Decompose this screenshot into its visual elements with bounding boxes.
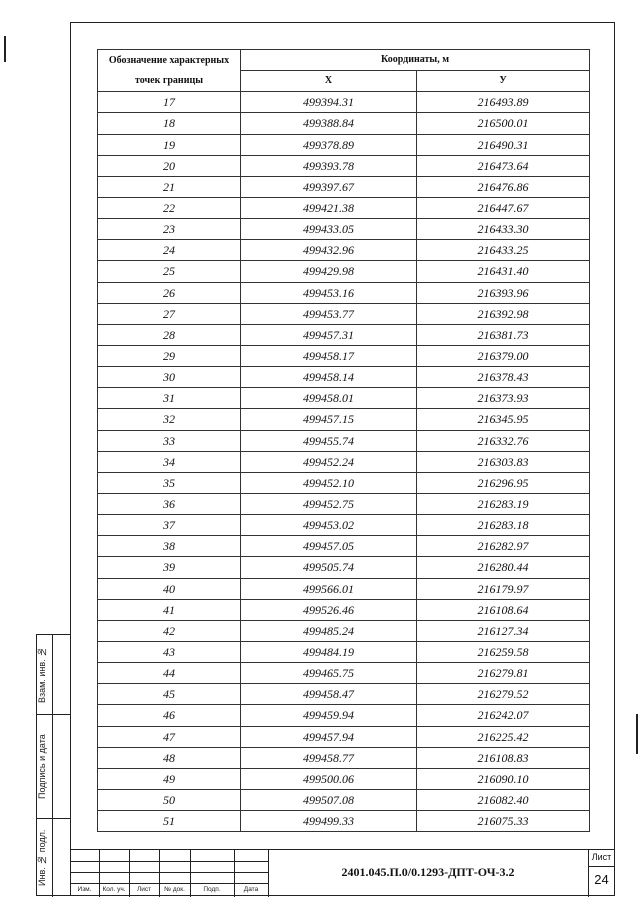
x-coordinate-cell: 499421.38	[241, 197, 417, 218]
point-number-cell: 35	[98, 472, 241, 493]
table-row	[98, 768, 590, 789]
y-coordinate-cell: 216259.58	[417, 641, 590, 662]
stamp-label-list: Лист	[136, 886, 152, 893]
table-row	[98, 599, 590, 620]
point-number-cell: 43	[98, 641, 241, 662]
side-cell-podpis	[37, 715, 53, 819]
table-row	[98, 155, 590, 176]
point-number-cell: 25	[98, 261, 241, 282]
point-number-cell: 51	[98, 811, 241, 832]
x-coordinate-cell: 499457.15	[241, 409, 417, 430]
y-coordinate-cell: 216242.07	[417, 705, 590, 726]
x-coordinate-cell: 499458.77	[241, 747, 417, 768]
header-point-designation: Обозначение характерных точек границы	[98, 50, 241, 92]
x-coordinate-cell: 499453.02	[241, 515, 417, 536]
table-row	[98, 789, 590, 810]
y-coordinate-cell: 216447.67	[417, 197, 590, 218]
point-number-cell: 34	[98, 451, 241, 472]
point-number-cell: 42	[98, 620, 241, 641]
stamp-label-podp: Подп.	[203, 886, 221, 893]
side-cell-inv	[37, 819, 53, 897]
y-coordinate-cell: 216476.86	[417, 176, 590, 197]
y-coordinate-cell: 216296.95	[417, 472, 590, 493]
table-row	[98, 261, 590, 282]
y-coordinate-cell: 216279.81	[417, 663, 590, 684]
y-coordinate-cell: 216433.25	[417, 240, 590, 261]
table-row	[98, 811, 590, 832]
point-number-cell: 37	[98, 515, 241, 536]
coordinates-table	[97, 49, 590, 832]
y-coordinate-cell: 216393.96	[417, 282, 590, 303]
y-coordinate-cell: 216283.19	[417, 493, 590, 514]
stamp-label-izm: Изм.	[77, 886, 92, 893]
y-coordinate-cell: 216225.42	[417, 726, 590, 747]
table-row	[98, 684, 590, 705]
stamp-label-doc-no: № док.	[164, 886, 185, 893]
header-x: X	[241, 71, 417, 92]
x-coordinate-cell: 499453.16	[241, 282, 417, 303]
table-row	[98, 176, 590, 197]
x-coordinate-cell: 499458.14	[241, 367, 417, 388]
point-number-cell: 49	[98, 768, 241, 789]
table-row	[98, 409, 590, 430]
table-row	[98, 134, 590, 155]
point-number-cell: 38	[98, 536, 241, 557]
y-coordinate-cell: 216279.52	[417, 684, 590, 705]
point-number-cell: 40	[98, 578, 241, 599]
point-number-cell: 31	[98, 388, 241, 409]
x-coordinate-cell: 499455.74	[241, 430, 417, 451]
x-coordinate-cell: 499485.24	[241, 620, 417, 641]
x-coordinate-cell: 499526.46	[241, 599, 417, 620]
table-row	[98, 197, 590, 218]
point-number-cell: 26	[98, 282, 241, 303]
x-coordinate-cell: 499397.67	[241, 176, 417, 197]
table-row	[98, 472, 590, 493]
point-number-cell: 29	[98, 345, 241, 366]
y-coordinate-cell: 216490.31	[417, 134, 590, 155]
x-coordinate-cell: 499459.94	[241, 705, 417, 726]
point-number-cell: 46	[98, 705, 241, 726]
x-coordinate-cell: 499458.47	[241, 684, 417, 705]
point-number-cell: 33	[98, 430, 241, 451]
title-block	[70, 849, 615, 896]
x-coordinate-cell: 499452.75	[241, 493, 417, 514]
x-coordinate-cell: 499429.98	[241, 261, 417, 282]
table-row	[98, 641, 590, 662]
y-coordinate-cell: 216303.83	[417, 451, 590, 472]
point-number-cell: 19	[98, 134, 241, 155]
point-number-cell: 20	[98, 155, 241, 176]
point-number-cell: 24	[98, 240, 241, 261]
x-coordinate-cell: 499465.75	[241, 663, 417, 684]
x-coordinate-cell: 499388.84	[241, 113, 417, 134]
y-coordinate-cell: 216379.00	[417, 345, 590, 366]
y-coordinate-cell: 216108.83	[417, 747, 590, 768]
y-coordinate-cell: 216283.18	[417, 515, 590, 536]
x-coordinate-cell: 499505.74	[241, 557, 417, 578]
y-coordinate-cell: 216381.73	[417, 324, 590, 345]
side-label-vzam: Взам. инв. №	[37, 646, 47, 704]
x-coordinate-cell: 499453.77	[241, 303, 417, 324]
table-row	[98, 451, 590, 472]
x-coordinate-cell: 499458.17	[241, 345, 417, 366]
x-coordinate-cell: 499458.01	[241, 388, 417, 409]
x-coordinate-cell: 499378.89	[241, 134, 417, 155]
scan-edge-mark	[636, 714, 638, 754]
x-coordinate-cell: 499457.31	[241, 324, 417, 345]
point-number-cell: 22	[98, 197, 241, 218]
x-coordinate-cell: 499566.01	[241, 578, 417, 599]
point-number-cell: 39	[98, 557, 241, 578]
side-blank-podpis	[53, 715, 71, 819]
table-row	[98, 219, 590, 240]
y-coordinate-cell: 216433.30	[417, 219, 590, 240]
y-coordinate-cell: 216108.64	[417, 599, 590, 620]
y-coordinate-cell: 216378.43	[417, 367, 590, 388]
table-row	[98, 240, 590, 261]
y-coordinate-cell: 216075.33	[417, 811, 590, 832]
stamp-label-kol-uch: Кол. уч.	[102, 886, 126, 893]
x-coordinate-cell: 499432.96	[241, 240, 417, 261]
stamp-label-data: Дата	[243, 886, 259, 893]
point-number-cell: 36	[98, 493, 241, 514]
table-row	[98, 557, 590, 578]
table-row	[98, 726, 590, 747]
table-row	[98, 324, 590, 345]
side-label-inv: Инв. № подл.	[37, 829, 47, 887]
header-y: У	[417, 71, 590, 92]
side-label-podpis: Подпись и дата	[37, 734, 47, 800]
point-number-cell: 27	[98, 303, 241, 324]
y-coordinate-cell: 216127.34	[417, 620, 590, 641]
table-row	[98, 367, 590, 388]
point-number-cell: 28	[98, 324, 241, 345]
table-row	[98, 536, 590, 557]
x-coordinate-cell: 499452.10	[241, 472, 417, 493]
table-row	[98, 303, 590, 324]
point-number-cell: 18	[98, 113, 241, 134]
header-coordinates: Координаты, м	[241, 50, 590, 71]
point-number-cell: 30	[98, 367, 241, 388]
y-coordinate-cell: 216473.64	[417, 155, 590, 176]
y-coordinate-cell: 216332.76	[417, 430, 590, 451]
x-coordinate-cell: 499394.31	[241, 92, 417, 113]
y-coordinate-cell: 216280.44	[417, 557, 590, 578]
sheet-label: Лист	[591, 852, 612, 862]
side-stamp	[36, 634, 70, 896]
point-number-cell: 47	[98, 726, 241, 747]
side-cell-vzam	[37, 635, 53, 715]
y-coordinate-cell: 216493.89	[417, 92, 590, 113]
table-row	[98, 493, 590, 514]
point-number-cell: 32	[98, 409, 241, 430]
table-row	[98, 515, 590, 536]
x-coordinate-cell: 499433.05	[241, 219, 417, 240]
table-row	[98, 578, 590, 599]
coordinates-table-body	[98, 92, 590, 832]
table-row	[98, 113, 590, 134]
point-number-cell: 45	[98, 684, 241, 705]
y-coordinate-cell: 216090.10	[417, 768, 590, 789]
x-coordinate-cell: 499484.19	[241, 641, 417, 662]
x-coordinate-cell: 499457.05	[241, 536, 417, 557]
y-coordinate-cell: 216345.95	[417, 409, 590, 430]
point-number-cell: 44	[98, 663, 241, 684]
y-coordinate-cell: 216431.40	[417, 261, 590, 282]
y-coordinate-cell: 216082.40	[417, 789, 590, 810]
x-coordinate-cell: 499457.94	[241, 726, 417, 747]
y-coordinate-cell: 216282.97	[417, 536, 590, 557]
x-coordinate-cell: 499500.06	[241, 768, 417, 789]
table-row	[98, 345, 590, 366]
point-number-cell: 41	[98, 599, 241, 620]
point-number-cell: 21	[98, 176, 241, 197]
table-row	[98, 705, 590, 726]
y-coordinate-cell: 216373.93	[417, 388, 590, 409]
point-number-cell: 23	[98, 219, 241, 240]
x-coordinate-cell: 499452.24	[241, 451, 417, 472]
y-coordinate-cell: 216500.01	[417, 113, 590, 134]
sheet-number: 24	[594, 872, 609, 887]
binding-mark	[4, 36, 6, 62]
y-coordinate-cell: 216392.98	[417, 303, 590, 324]
y-coordinate-cell: 216179.97	[417, 578, 590, 599]
x-coordinate-cell: 499507.08	[241, 789, 417, 810]
table-row	[98, 282, 590, 303]
point-number-cell: 17	[98, 92, 241, 113]
table-row	[98, 747, 590, 768]
x-coordinate-cell: 499499.33	[241, 811, 417, 832]
x-coordinate-cell: 499393.78	[241, 155, 417, 176]
side-blank-vzam	[53, 635, 71, 715]
table-row	[98, 663, 590, 684]
point-number-cell: 50	[98, 789, 241, 810]
point-number-cell: 48	[98, 747, 241, 768]
document-number: 2401.045.П.0/0.1293-ДПТ-ОЧ-3.2	[341, 865, 515, 879]
table-row	[98, 430, 590, 451]
table-row	[98, 388, 590, 409]
table-row	[98, 92, 590, 113]
table-row	[98, 620, 590, 641]
